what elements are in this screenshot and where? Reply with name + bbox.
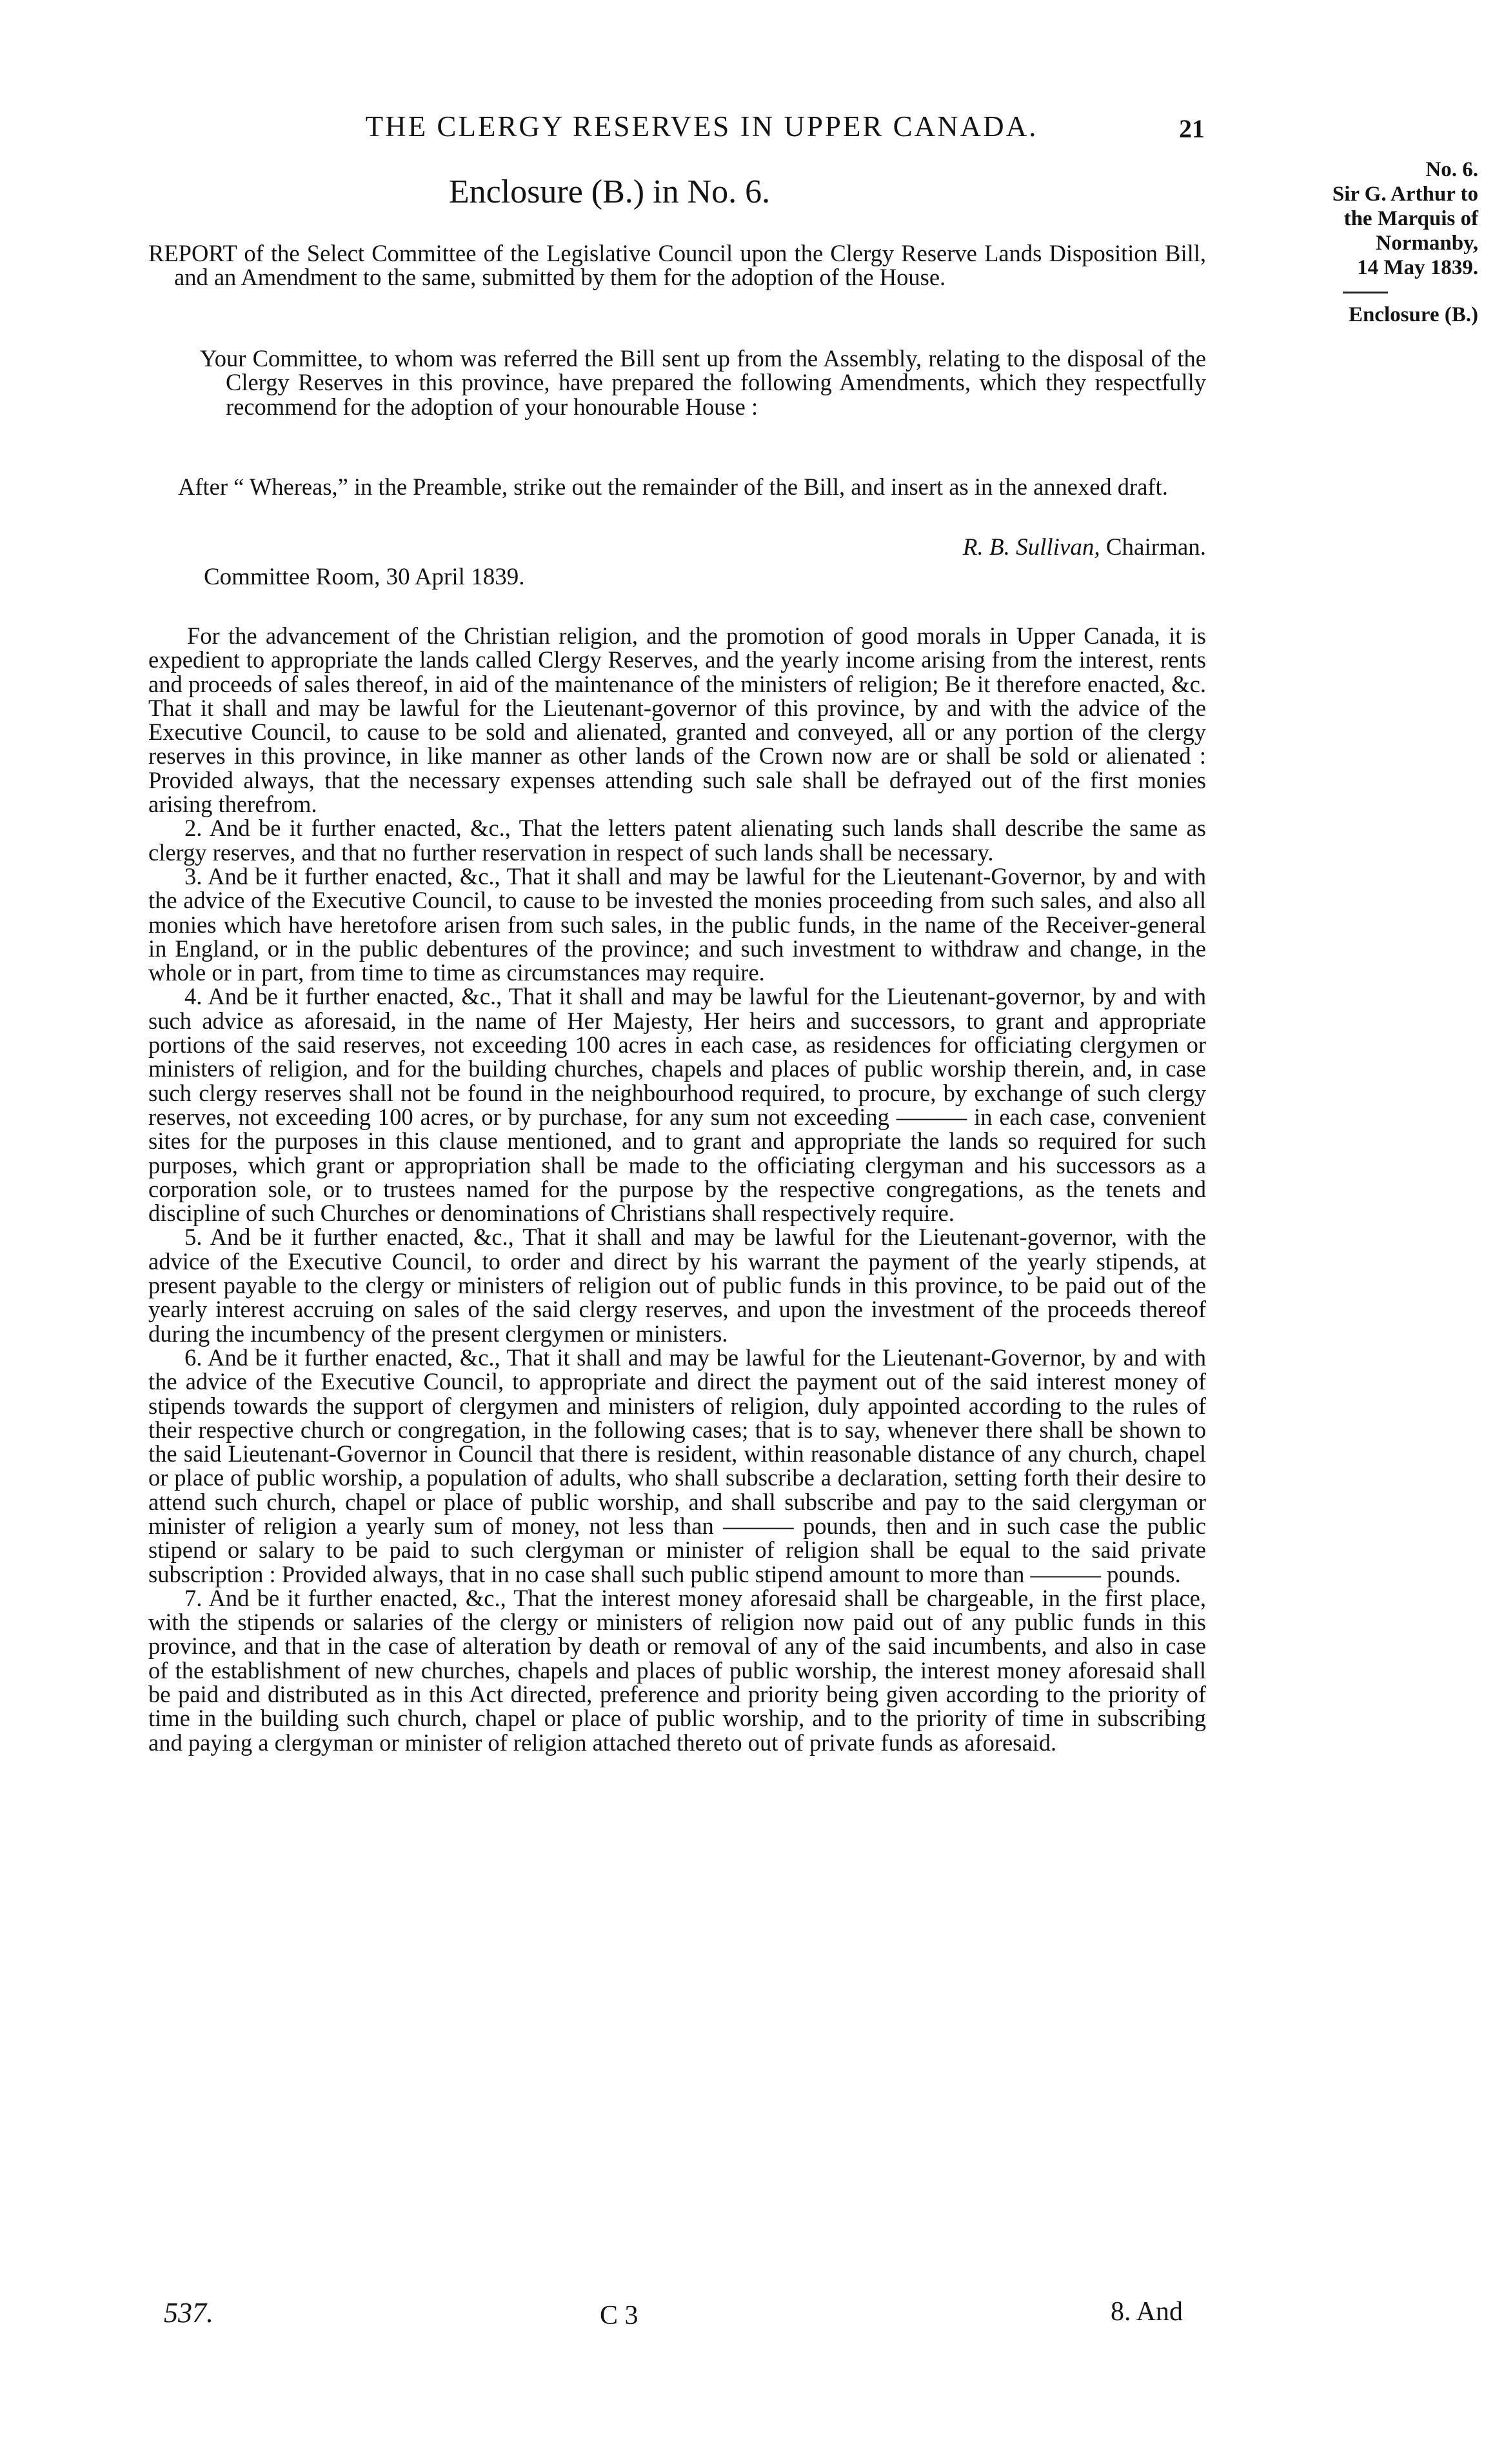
- bill-clause-3: 3. And be it further enacted, &c., That it shall and may be lawful for the Lieutenant-Governor, by and with the advice of the Executive Council, to cause to be invested the monies proceeding from such sales, and also all monies which have heretofore arisen from such sales, in the public funds, in the name of the Receiver-general in England, or in the public debentures of the province; and such investment to withdraw and change, in the whole or in part, from time to time as circumstances may require.: [148, 862, 1206, 986]
- committee-room-date: Committee Room, 30 April 1839.: [204, 564, 525, 590]
- running-title: THE CLERGY RESERVES IN UPPER CANADA.: [365, 110, 1038, 143]
- margin-note: [1214, 157, 1478, 327]
- bill-clause-6: 6. And be it further enacted, &c., That it shall and may be lawful for the Lieutenant-Governor, by and with the advice of the Executive Council, to appropriate and direct the payment out of the said interest money of stipends towards the support of clergymen and ministers of religion, duly appointed according to the rules of their respective church or congregation, in the following cases; that is to say, whenever there shall be shown to the said Lieutenant-Governor in Council that there is resident, within reasonable distance of any church, chapel or place of public worship, a population of adults, who shall subscribe a declaration, setting forth their desire to attend such church, chapel or place of public worship, and shall subscribe and pay to the said clergyman or minister of religion a yearly sum of money, not less than ——— pounds, then and in such case the public stipend or salary to be paid to such clergyman or minister of religion shall be equal to the said private subscription : Provided always, that in no case shall such public stipend amount to more than ——— pounds.: [148, 1344, 1206, 1587]
- signature-name: R. B. Sullivan,: [962, 534, 1100, 561]
- sheet-number: 537.: [164, 2297, 213, 2329]
- bill-clause-2: 2. And be it further enacted, &c., That the letters patent alienating such lands shall describe the same as clergy reserves, and that no further reservation in respect of such lands shall be necessary.: [148, 815, 1206, 866]
- margin-note-line: Sir G. Arthur to: [1332, 183, 1478, 206]
- margin-note-line: 14 May 1839.: [1357, 256, 1478, 279]
- amendment-paragraph-block: [178, 475, 1206, 499]
- bill-text: [148, 624, 1206, 1754]
- bill-clause-4: 4. And be it further enacted, &c., That it shall and may be lawful for the Lieutenant-governor, by and with such advice as aforesaid, in the name of Her Majesty, Her heirs and successors, to grant and appropriate portions of the said reserves, not exceeding 100 acres in each case, as residences for officiating clergymen or ministers of religion, and for the building churches, chapels and places of public worship therein, and, in case such clergy reserves shall not be found in the neighbourhood required, to procure, by exchange of such clergy reserves, not exceeding 100 acres, or by purchase, for any sum not exceeding ——— in each case, convenient sites for the purposes in this clause mentioned, and to grant and appropriate the lands so required for such purposes, which grant or appropriation shall be made to the officiating clergyman and his successors as a corporation sole, or to trustees named for the purpose by the respective congregations, as the tenets and discipline of such Churches or denominations of Christians shall respectively require.: [148, 983, 1206, 1227]
- bill-preamble: For the advancement of the Christian religion, and the promotion of good morals in Upper Canada, it is expedient to appropriate the lands called Clergy Reserves, and the yearly income arising from the interest, rents and proceeds of sales thereof, in aid of the maintenance of the ministers of religion; Be it therefore enacted, &c. That it shall and may be lawful for the Lieutenant-governor of this province, by and with the advice of the Executive Council, to cause to be sold and alienated, granted and conveyed, all or any portion of the clergy reserves in this province, in like manner as other lands of the Crown now are or shall be sold or alienated : Provided always, that the necessary expenses attending such sale shall be defrayed out of the first monies arising therefrom.: [148, 622, 1206, 818]
- margin-note-line: No. 6.: [1425, 158, 1478, 181]
- signature-mark: C 3: [600, 2301, 639, 2330]
- report-heading-block: [148, 241, 1206, 290]
- margin-note-line: Normanby,: [1376, 232, 1478, 255]
- signature-role: Chairman.: [1105, 534, 1206, 561]
- amendment-paragraph: After “ Whereas,” in the Preamble, strike out the remainder of the Bill, and insert as in the annexed draft.: [178, 473, 1168, 500]
- catchword: 8. And: [1111, 2297, 1183, 2327]
- bill-clause-5: 5. And be it further enacted, &c., That it shall and may be lawful for the Lieutenant-governor, with the advice of the Executive Council, to order and direct by his warrant the payment of the yearly stipends, at present payable to the clergy or ministers of religion out of public funds in this province, to be paid out of the yearly interest accruing on sales of the said clergy reserves, and upon the investment of the proceeds thereof during the incumbency of the present clergymen or ministers.: [148, 1224, 1206, 1347]
- report-heading: REPORT of the Select Committee of the Legislative Council upon the Clergy Reserve Lands Disposition Bill, and an Amendment to the same, submitted by them for the adoption of the House.: [148, 240, 1206, 291]
- margin-note-line: the Marquis of: [1343, 207, 1478, 230]
- bill-clause-7: 7. And be it further enacted, &c., That the interest money aforesaid shall be chargeable, in the first place, with the stipends or salaries of the clergy or ministers of religion now paid out of any public funds in this province, and that in the case of alteration by death or removal of any of the said incumbents, and also in case of the establishment of new churches, chapels and places of public worship, the interest money aforesaid shall be paid and distributed as in this Act directed, preference and priority being given according to the priority of time in the building such church, chapel or place of public worship, and to the priority of time in subscribing and paying a clergyman or minister of religion attached thereto out of private funds as aforesaid.: [148, 1584, 1206, 1756]
- margin-divider: [1343, 292, 1388, 293]
- signature-line: [871, 533, 1206, 561]
- committee-paragraph: Your Committee, to whom was referred the Bill sent up from the Assembly, relating to the disposal of the Clergy Reserves in this province, have prepared the following Amendments, which they respectfully recommend for the adoption of your honourable House :: [200, 345, 1206, 420]
- margin-note-enclosure: Enclosure (B.): [1348, 303, 1478, 326]
- page-number: 21: [1179, 114, 1205, 143]
- enclosure-title: Enclosure (B.) in No. 6.: [448, 174, 771, 210]
- committee-paragraph-block: [200, 346, 1206, 419]
